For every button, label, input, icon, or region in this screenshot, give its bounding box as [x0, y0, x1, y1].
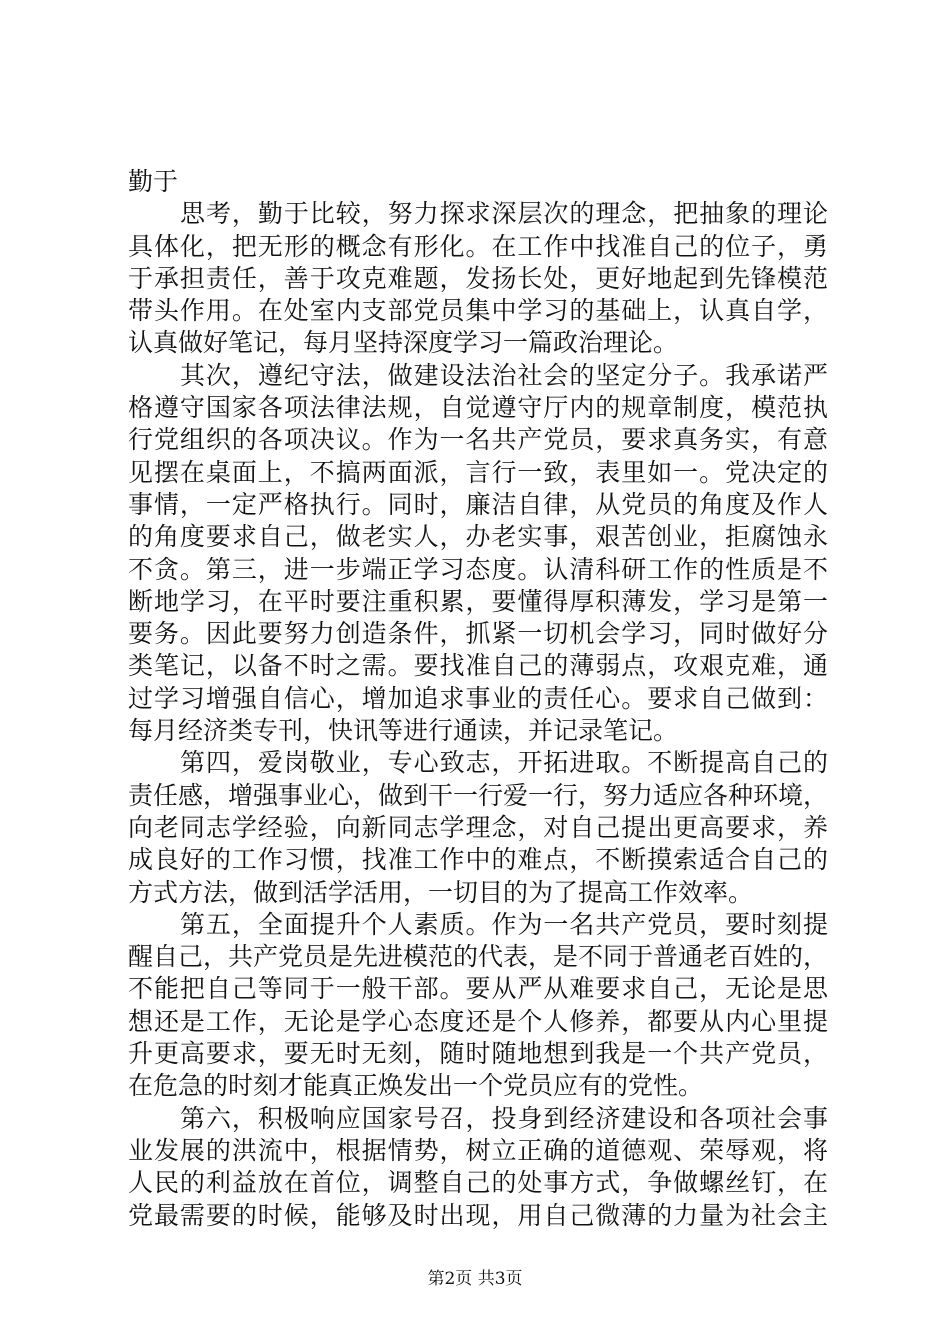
text-line: 认真做好笔记，每月坚持深度学习一篇政治理论。: [128, 328, 679, 358]
text-line: 行党组织的各项决议。作为一名共产党员，要求真务实，有意: [128, 425, 828, 455]
text-line: 勤于: [128, 167, 179, 196]
text-line: 第六，积极响应国家号召，投身到经济建设和各项社会事: [180, 1103, 828, 1133]
text-line: 醒自己，共产党员是先进模范的代表，是不同于普通老百姓的，: [128, 942, 829, 972]
text-line: 在危急的时刻才能真正焕发出一个党员应有的党性。: [128, 1071, 704, 1101]
text-line: 的角度要求自己，做老实人，办老实事，艰苦创业，拒腐蚀永: [128, 522, 828, 552]
text-line: 不贪。第三，进一步端正学习态度。认清科研工作的性质是不: [128, 554, 828, 584]
text-line: 带头作用。在处室内支部党员集中学习的基础上，认真自学，: [128, 296, 828, 326]
text-line: 具体化，把无形的概念有形化。在工作中找准自己的位子，勇: [128, 231, 828, 261]
text-line: 要务。因此要努力创造条件，抓紧一切机会学习，同时做好分: [128, 619, 828, 649]
text-line: 格遵守国家各项法律法规，自觉遵守厅内的规章制度，模范执: [128, 393, 828, 423]
text-line: 每月经济类专刊，快讯等进行通读，并记录笔记。: [128, 716, 679, 746]
text-line: 见摆在桌面上，不搞两面派，言行一致，表里如一。党决定的: [128, 457, 828, 487]
text-line: 想还是工作，无论是学心态度还是个人修养，都要从内心里提: [128, 1006, 828, 1036]
text-line: 类笔记，以备不时之需。要找准自己的薄弱点，攻艰克难，通: [128, 651, 828, 681]
text-line: 第四，爱岗敬业，专心致志，开拓进取。不断提高自己的: [180, 748, 828, 778]
page-number-footer: 第2页 共3页: [427, 1269, 523, 1289]
text-line: 业发展的洪流中，根据情势，树立正确的道德观、荣辱观，将: [128, 1135, 828, 1165]
body-text: [128, 166, 828, 1232]
text-line: 成良好的工作习惯，找准工作中的难点，不断摸索适合自己的: [128, 845, 828, 875]
text-line: 党最需要的时候，能够及时出现，用自己微薄的力量为社会主: [128, 1200, 828, 1230]
text-line: 过学习增强自信心，增加追求事业的责任心。要求自己做到：: [128, 683, 828, 713]
text-line: 断地学习，在平时要注重积累，要懂得厚积薄发，学习是第一: [128, 586, 828, 616]
text-line: 不能把自己等同于一般干部。要从严从难要求自己，无论是思: [128, 974, 828, 1004]
text-line: 思考，勤于比较，努力探求深层次的理念，把抽象的理论: [180, 199, 828, 229]
text-line: 于承担责任，善于攻克难题，发扬长处，更好地起到先锋模范: [128, 263, 828, 293]
text-line: 责任感，增强事业心，做到干一行爱一行，努力适应各种环境，: [128, 780, 829, 810]
text-line: 方式方法，做到活学活用，一切目的为了提高工作效率。: [128, 877, 754, 907]
text-line: 事情，一定严格执行。同时，廉洁自律，从党员的角度及作人: [128, 489, 828, 519]
text-line: 其次，遵纪守法，做建设法治社会的坚定分子。我承诺严: [180, 360, 828, 390]
text-line: 第五，全面提升个人素质。作为一名共产党员，要时刻提: [180, 909, 828, 939]
text-line: 人民的利益放在首位，调整自己的处事方式，争做螺丝钉，在: [128, 1168, 828, 1198]
text-line: 向老同志学经验，向新同志学理念，对自己提出更高要求，养: [128, 812, 828, 842]
text-line: 升更高要求，要无时无刻，随时随地想到我是一个共产党员，: [128, 1039, 828, 1069]
